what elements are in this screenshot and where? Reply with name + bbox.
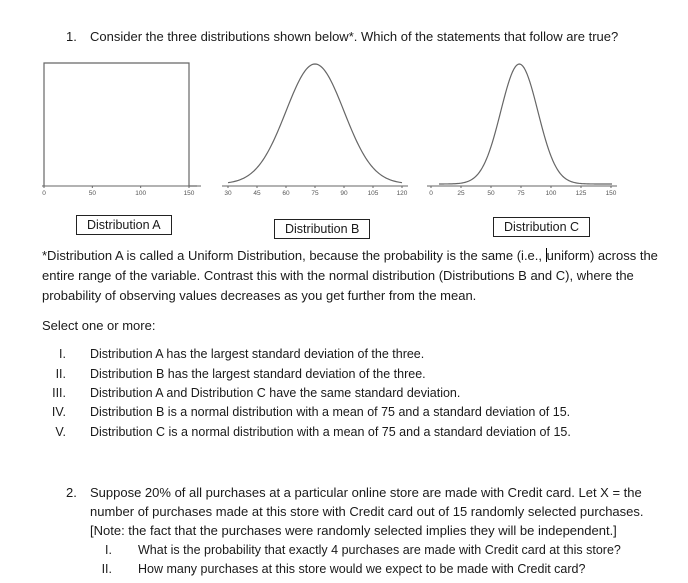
normal-curve-c [439, 64, 612, 184]
subquestion-number: II. [101, 562, 112, 576]
axis-tick-label: 0 [42, 190, 46, 197]
statement-text: Distribution C is a normal distribution with a mean of 75 and a standard deviation of 15. [90, 425, 571, 439]
q1-text: Consider the three distributions shown below*. Which of the statements that follow are true? [90, 29, 619, 44]
axis-tick-label: 75 [517, 190, 525, 197]
distribution-b-label: Distribution B [274, 219, 370, 239]
axis-tick-label: 90 [340, 190, 348, 197]
statement-row[interactable] [0, 423, 688, 442]
select-prompt: Select one or more: [42, 318, 156, 333]
axis-tick-label: 75 [311, 190, 319, 197]
axis-tick-label: 150 [183, 190, 195, 197]
subquestion-number: I. [105, 543, 112, 557]
axis-tick-label: 105 [367, 190, 379, 197]
subquestion-text: What is the probability that exactly 4 purchases are made with Credit card at this store? [138, 543, 621, 557]
subquestion-row [0, 541, 688, 560]
q2-line: Suppose 20% of all purchases at a particular online store are made with Credit card. Let X = the [90, 485, 642, 500]
statement-row[interactable] [0, 365, 688, 384]
axis-tick-label: 50 [88, 190, 96, 197]
q2-line: number of purchases made at this store with Credit card out of 15 randomly selected purchases. [90, 504, 644, 519]
statement-number: I. [59, 347, 66, 361]
distribution-a-label: Distribution A [76, 215, 172, 235]
q1-number: 1. [66, 29, 77, 44]
statement-text: Distribution B is a normal distribution with a mean of 75 and a standard deviation of 15. [90, 405, 571, 419]
axis-tick-label: 100 [135, 190, 147, 197]
note-text-end: uniform) across the entire range of the variable. Contrast this with the normal distribution (Distributions B and C), where the probability of observing values decreases as you get further from the mean. [42, 248, 658, 303]
subquestion-text: How many purchases at this store would we expect to be made with Credit card? [138, 562, 586, 576]
normal-curve-b [228, 64, 402, 183]
axis-tick-label: 50 [487, 190, 495, 197]
statement-number: II. [55, 367, 66, 381]
statement-number: IV. [51, 405, 66, 419]
axis-tick-label: 60 [282, 190, 290, 197]
axis-tick-label: 0 [429, 190, 433, 197]
q2-number: 2. [66, 485, 77, 500]
uniform-curve [44, 63, 197, 186]
statement-row[interactable] [0, 384, 688, 403]
axis-tick-label: 30 [224, 190, 232, 197]
statement-number: V. [55, 425, 66, 439]
axis-tick-label: 150 [605, 190, 617, 197]
axis-tick-label: 100 [545, 190, 557, 197]
figure-distribution-c [425, 58, 620, 203]
figure-distribution-a [38, 58, 203, 203]
q2-line: [Note: the fact that the purchases were randomly selected implies they will be independent.] [90, 523, 617, 538]
distribution-c-label: Distribution C [493, 217, 590, 237]
axis-tick-label: 25 [457, 190, 465, 197]
figure-distribution-b [218, 58, 413, 203]
statement-row[interactable] [0, 345, 688, 364]
statement-number: III. [52, 386, 66, 400]
statement-row[interactable] [0, 403, 688, 422]
axis-tick-label: 45 [253, 190, 261, 197]
statement-text: Distribution A and Distribution C have the same standard deviation. [90, 386, 461, 400]
axis-tick-label: 120 [396, 190, 408, 197]
subquestion-row [0, 560, 688, 579]
statement-text: Distribution A has the largest standard deviation of the three. [90, 347, 425, 361]
statement-text: Distribution B has the largest standard deviation of the three. [90, 367, 426, 381]
note-paragraph [42, 246, 672, 306]
note-text-start: *Distribution A is called a Uniform Distribution, because the probability is the same (i.e., [42, 248, 543, 263]
axis-tick-label: 125 [575, 190, 587, 197]
